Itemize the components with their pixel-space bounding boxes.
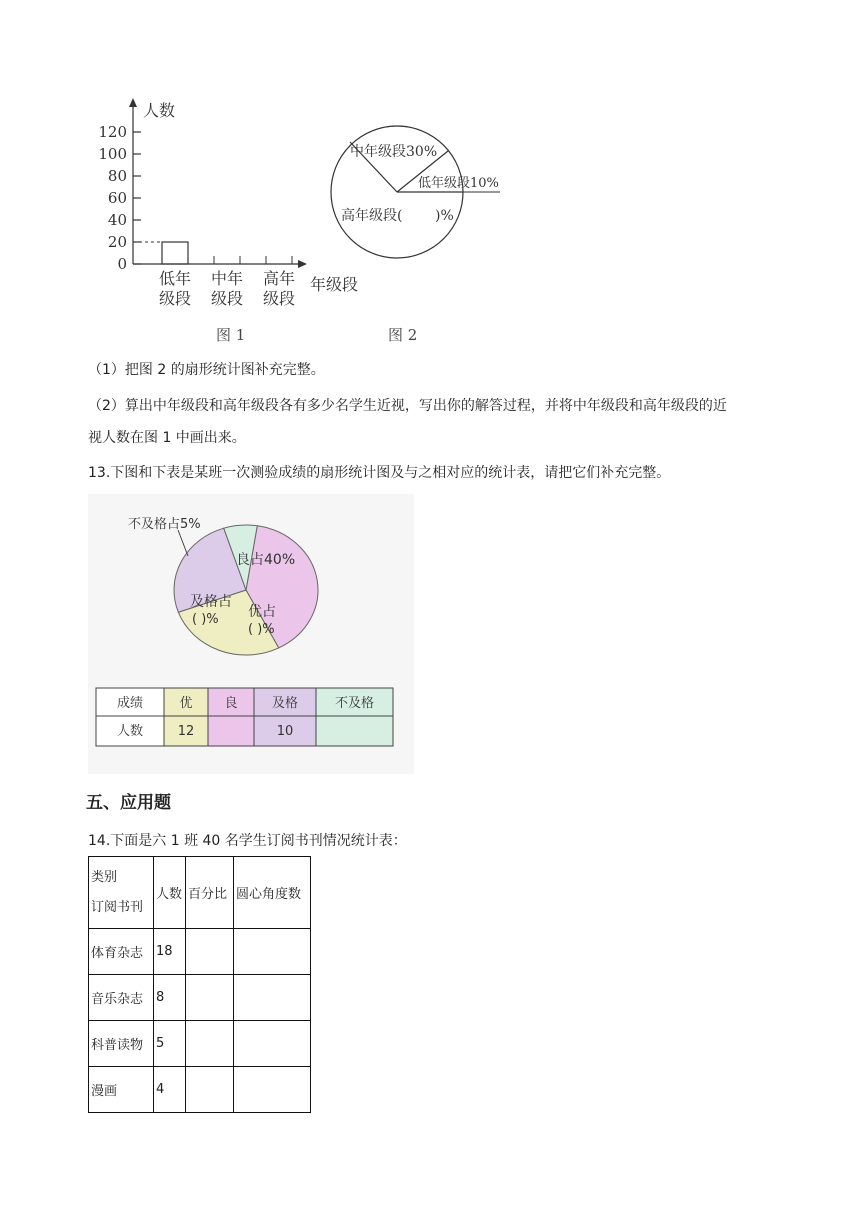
row-percent[interactable] (186, 1067, 234, 1113)
table-row (89, 1021, 311, 1067)
row-percent[interactable] (186, 929, 234, 975)
category-label: 级段 (210, 289, 244, 308)
score-cell-text: 12 (177, 724, 195, 739)
table-row (89, 1067, 311, 1113)
label-mid-grade: 中年级段30% (350, 144, 438, 160)
score-cell-text: 良 (224, 696, 238, 711)
q13-text: 13.下图和下表是某班一次测验成绩的扇形统计图及与之相对应的统计表，请把它们补充完整。 (88, 465, 671, 481)
label-excellent-2: ( )% (248, 622, 275, 637)
score-cell-text: 优 (179, 696, 193, 711)
row-count: 5 (154, 1021, 186, 1067)
score-cell-text: 成绩 (116, 696, 144, 711)
subscription-table (88, 856, 311, 1113)
category-label: 低年 (158, 269, 192, 288)
row-count: 4 (154, 1067, 186, 1113)
q12-part2-line2: 视人数在图 1 中画出来。 (88, 430, 246, 446)
pie-chart-fig2 (331, 126, 500, 344)
y-axis-label: 人数 (143, 101, 176, 120)
row-name: 音乐杂志 (89, 975, 154, 1021)
header-subscription: 订阅书刊 (91, 899, 144, 915)
row-count: 8 (154, 975, 186, 1021)
y-tick-label: 20 (107, 233, 127, 251)
row-angle[interactable] (234, 929, 311, 975)
y-tick-label: 0 (117, 255, 127, 273)
label-high-grade-pct: )% (435, 208, 454, 224)
table-row (89, 975, 311, 1021)
row-percent[interactable] (186, 975, 234, 1021)
label-good: 良占40% (236, 552, 296, 568)
row-count: 18 (154, 929, 186, 975)
label-high-grade: 高年级段( (341, 208, 403, 224)
y-tick-label: 120 (98, 123, 127, 141)
score-cell-text: 10 (276, 724, 294, 739)
score-cell[interactable] (316, 716, 393, 746)
score-cell[interactable] (208, 716, 254, 746)
header-count: 人数 (154, 857, 186, 929)
y-tick-label: 60 (107, 189, 127, 207)
row-name: 体育杂志 (89, 929, 154, 975)
label-pass-2: ( )% (192, 612, 219, 627)
header-category: 类别 (91, 869, 118, 885)
category-label: 高年 (262, 269, 296, 288)
label-low-grade: 低年级段10% (418, 176, 499, 191)
category-label: 中年 (210, 269, 244, 288)
y-tick-label: 80 (107, 167, 127, 185)
score-cell-text: 及格 (271, 696, 299, 711)
q12-part1: （1）把图 2 的扇形统计图补充完整。 (88, 362, 325, 378)
q14-text: 14.下面是六 1 班 40 名学生订阅书刊情况统计表： (88, 833, 407, 849)
figure-q13 (88, 494, 414, 774)
score-table (96, 688, 393, 746)
row-percent[interactable] (186, 1021, 234, 1067)
y-axis-arrow (129, 98, 137, 107)
figure-1-2 (88, 92, 528, 348)
q12-part2-line1: （2）算出中年级段和高年级段各有多少名学生近视，写出你的解答过程，并将中年级段和高年级段的近 (88, 398, 727, 414)
x-axis-label: 年级段 (310, 275, 359, 294)
fig1-caption: 图 1 (216, 326, 246, 344)
header-percent: 百分比 (186, 857, 234, 929)
row-angle[interactable] (234, 975, 311, 1021)
diagonal-header-cell (89, 857, 154, 929)
y-tick-label: 40 (107, 211, 127, 229)
bar (162, 242, 188, 264)
table-header-row (89, 857, 311, 929)
fig2-caption: 图 2 (388, 326, 418, 344)
section-title: 五、应用题 (86, 793, 171, 813)
score-cell-text: 人数 (116, 724, 144, 739)
label-excellent-1: 优占 (248, 604, 276, 620)
row-name: 漫画 (89, 1067, 154, 1113)
category-label: 级段 (158, 289, 192, 308)
score-cell-text: 不及格 (334, 696, 375, 711)
header-angle: 圆心角度数 (234, 857, 311, 929)
bar-chart-fig1 (98, 98, 358, 344)
row-angle[interactable] (234, 1067, 311, 1113)
label-pass-1: 及格占 (190, 594, 232, 610)
row-name: 科普读物 (89, 1021, 154, 1067)
label-fail: 不及格占5% (128, 517, 201, 532)
table-row (89, 929, 311, 975)
y-tick-label: 100 (98, 145, 127, 163)
category-label: 级段 (262, 289, 296, 308)
row-angle[interactable] (234, 1021, 311, 1067)
x-axis-arrow (298, 260, 307, 268)
